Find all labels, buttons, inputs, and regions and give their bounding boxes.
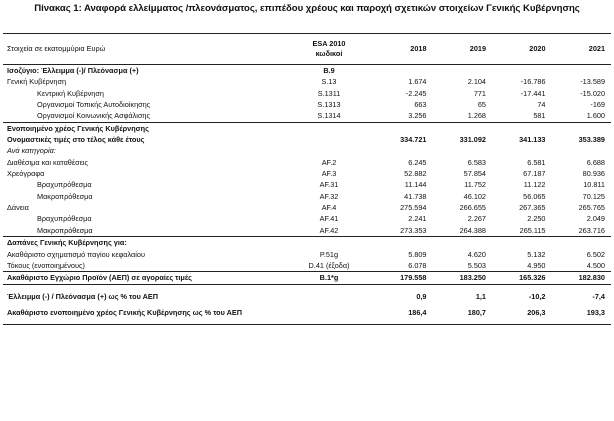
row-value-2021: 10.811	[583, 180, 605, 190]
row-value-2020: 6.581	[527, 157, 546, 167]
row-value-2021: 265.765	[578, 203, 605, 213]
row-value-2020: -17.441	[520, 88, 546, 98]
row-label: Κεντρική Κυβέρνηση	[37, 88, 104, 98]
row-label: Χρεόγραφα	[7, 169, 45, 179]
row-value-2018: 41.738	[404, 191, 427, 201]
row-value-2019: 65	[477, 100, 486, 110]
row-label: Δάνεια	[7, 203, 29, 213]
row-esa-code: S.1311	[317, 88, 341, 98]
row-value-2019: 6.583	[467, 157, 486, 167]
row-esa-code: D.41 (έξοδα)	[308, 260, 350, 270]
row-value-2018: 5.809	[408, 249, 427, 259]
row-esa-code: S.1314	[317, 111, 341, 121]
row-label: Διαθέσιμα και καταθέσεις	[7, 157, 89, 167]
row-value-2020: 74	[537, 100, 546, 110]
row-value-2018: 334.721	[400, 135, 427, 145]
row-value-2020: 265.115	[519, 225, 546, 235]
row-value-2018: 179.558	[373, 272, 433, 284]
row-value-2021: 6.688	[586, 157, 605, 167]
row-value-2018: 2.241	[408, 214, 427, 224]
row-value-2021: 70.125	[582, 191, 605, 201]
row-value-2019	[433, 122, 493, 134]
row-value-2020: -16.786	[520, 77, 546, 87]
row-value-2018: 1.674	[408, 77, 427, 87]
header-code-line2: κωδικοί	[315, 49, 343, 58]
row-value-2021: 2.049	[586, 214, 605, 224]
header-row	[3, 34, 611, 65]
row-value-2021: -7,4	[592, 291, 605, 301]
row-label: Ανά κατηγορία:	[7, 146, 56, 156]
table-row	[3, 237, 611, 249]
table-row	[3, 260, 611, 272]
row-value-2021: 6.502	[586, 249, 605, 259]
row-value-2019: 57.854	[463, 169, 486, 179]
table-body	[3, 65, 611, 325]
row-value-2021: 1.600	[586, 111, 605, 121]
row-value-2020: 56.065	[523, 191, 546, 201]
table-row	[3, 179, 611, 190]
row-value-2018	[373, 65, 433, 77]
row-value-2018: 186,4	[373, 302, 433, 325]
row-value-2019: 180,7	[433, 302, 493, 325]
table-row	[3, 65, 611, 77]
table-row	[3, 88, 611, 99]
row-label: Οργανισμοί Τοπικής Αυτοδιοίκησης	[37, 100, 151, 110]
row-value-2019: 183.250	[433, 272, 493, 284]
row-value-2018: 6.078	[408, 260, 427, 270]
table-row	[3, 99, 611, 110]
row-value-2019: 266.655	[459, 203, 486, 213]
table-row	[3, 249, 611, 260]
row-value-2019: 1,1	[475, 291, 486, 301]
row-value-2020	[492, 237, 552, 249]
row-label: Δαπάνες Γενικής Κυβέρνησης για:	[3, 237, 285, 249]
row-label: Τόκους (ενοποιημένους)	[7, 260, 85, 270]
header-year-2019: 2019	[433, 34, 493, 65]
row-value-2021: 263.716	[578, 225, 605, 235]
row-label: Βραχυπρόθεσμα	[37, 180, 92, 190]
row-value-2021: 193,3	[552, 302, 612, 325]
header-code-line1: ESA 2010	[312, 39, 346, 48]
row-value-2020: 11.122	[523, 180, 546, 190]
row-value-2020: 5.132	[527, 249, 546, 259]
row-esa-code: AF.31	[319, 180, 339, 190]
table-row	[3, 213, 611, 224]
table-row	[3, 110, 611, 122]
row-value-2021: -169	[590, 100, 605, 110]
row-value-2018	[373, 145, 433, 156]
row-label: Βραχυπρόθεσμα	[37, 214, 92, 224]
row-label: Έλλειμμα (-) / Πλεόνασμα (+) ως % του ΑΕΠ	[7, 291, 158, 301]
row-value-2021: 4.500	[586, 260, 605, 270]
row-value-2021: -13.589	[580, 77, 605, 87]
row-value-2018: 663	[414, 100, 427, 110]
row-value-2021	[552, 122, 612, 134]
row-value-2019: 11.752	[464, 180, 486, 190]
row-value-2018	[373, 237, 433, 249]
table-row	[3, 225, 611, 237]
row-value-2020	[492, 145, 552, 156]
row-esa-code	[285, 134, 373, 145]
row-esa-code	[285, 302, 373, 325]
row-value-2019	[433, 237, 493, 249]
row-esa-code: S.1313	[317, 100, 341, 110]
table-row	[3, 122, 611, 134]
row-value-2020: -10,2	[528, 291, 546, 301]
row-value-2019: 2.267	[467, 214, 486, 224]
row-value-2019: 1.268	[467, 111, 486, 121]
table-row	[3, 168, 611, 179]
row-esa-code	[285, 291, 373, 302]
table-header	[3, 34, 611, 65]
row-value-2018: 0,9	[416, 291, 427, 301]
row-value-2020: 2.250	[527, 214, 546, 224]
row-value-2020	[492, 65, 552, 77]
row-value-2021: 80.936	[582, 169, 605, 179]
row-value-2020: 165.326	[492, 272, 552, 284]
row-value-2021: 182.830	[552, 272, 612, 284]
row-value-2021: 353.389	[578, 135, 605, 145]
row-value-2020	[492, 122, 552, 134]
table-row	[3, 191, 611, 202]
table-row	[3, 291, 611, 302]
row-value-2020: 581	[533, 111, 546, 121]
row-label: Ακαθάριστο Εγχώριο Προϊόν (ΑΕΠ) σε αγοραίες τιμές	[3, 272, 285, 284]
table-row	[3, 202, 611, 213]
table-title: Πίνακας 1: Αναφορά ελλείμματος /πλεονάσματος, επιπέδου χρέους και παροχή σχετικών στοιχείων Γενικής Κυβέρνησης	[34, 3, 580, 14]
row-value-2020: 206,3	[492, 302, 552, 325]
row-value-2021	[552, 65, 612, 77]
header-code	[285, 34, 373, 65]
row-value-2020: 341.133	[519, 135, 546, 145]
row-esa-code: P.51g	[319, 249, 339, 259]
table-row	[3, 157, 611, 168]
row-label: Μακροπρόθεσμα	[37, 225, 93, 235]
header-year-2020: 2020	[492, 34, 552, 65]
row-label: Οργανισμοί Κοινωνικής Ασφάλισης	[37, 111, 150, 121]
row-value-2018: 52.882	[404, 169, 427, 179]
header-year-2021: 2021	[552, 34, 612, 65]
fiscal-data-table	[3, 33, 611, 325]
row-value-2019	[433, 65, 493, 77]
table-row	[3, 134, 611, 145]
row-value-2019: 264.388	[459, 225, 486, 235]
row-value-2020: 4.950	[527, 260, 546, 270]
row-value-2020: 267.365	[519, 203, 546, 213]
row-esa-code: B.9	[285, 65, 373, 77]
row-esa-code: AF.32	[319, 191, 339, 201]
row-value-2018: 11.144	[404, 180, 427, 190]
row-esa-code: AF.2	[321, 157, 337, 167]
row-value-2019: 331.092	[459, 135, 486, 145]
table-row	[3, 272, 611, 284]
row-esa-code: S.13	[321, 77, 337, 87]
row-value-2018: -2.245	[405, 88, 427, 98]
row-label: Ισοζύγιο: Έλλειμμα (-)/ Πλεόνασμα (+)	[3, 65, 285, 77]
row-esa-code: AF.3	[321, 169, 337, 179]
row-esa-code	[285, 237, 373, 249]
row-label: Ονομαστικές τιμές στο τέλος κάθε έτους	[7, 135, 145, 145]
row-label: Ενοποιημένο χρέος Γενικής Κυβέρνησης	[3, 122, 285, 134]
row-value-2018: 275.594	[400, 203, 427, 213]
row-value-2019: 2.104	[467, 77, 486, 87]
table-row	[3, 302, 611, 325]
row-esa-code: AF.4	[321, 203, 337, 213]
row-value-2021: -15.020	[580, 88, 605, 98]
row-value-2021	[552, 237, 612, 249]
row-value-2019: 771	[473, 88, 486, 98]
header-year-2018: 2018	[373, 34, 433, 65]
row-value-2018: 273.353	[400, 225, 427, 235]
table-row	[3, 76, 611, 87]
row-value-2018: 6.245	[408, 157, 427, 167]
row-value-2018: 3.256	[408, 111, 427, 121]
row-esa-code: B.1*g	[285, 272, 373, 284]
row-esa-code: AF.41	[319, 214, 339, 224]
row-label: Ακαθάριστο ενοποιημένο χρέος Γενικής Κυβέρνησης ως % του ΑΕΠ	[3, 302, 285, 325]
table-row	[3, 145, 611, 156]
row-value-2019: 5.503	[467, 260, 486, 270]
row-value-2019	[433, 145, 493, 156]
header-label: Στοιχεία σε εκατομμύρια Ευρώ	[3, 34, 285, 65]
row-label: Γενική Κυβέρνηση	[7, 77, 67, 87]
row-label: Μακροπρόθεσμα	[37, 191, 93, 201]
row-esa-code	[285, 145, 373, 156]
row-value-2019: 46.102	[463, 191, 486, 201]
row-value-2019: 4.620	[467, 249, 486, 259]
row-esa-code	[285, 122, 373, 134]
row-value-2020: 67.187	[523, 169, 546, 179]
row-value-2021	[552, 145, 612, 156]
row-value-2018	[373, 122, 433, 134]
row-label: Ακαθάριστο σχηματισμό παγίου κεφαλαίου	[7, 249, 145, 259]
row-esa-code: AF.42	[319, 225, 339, 235]
